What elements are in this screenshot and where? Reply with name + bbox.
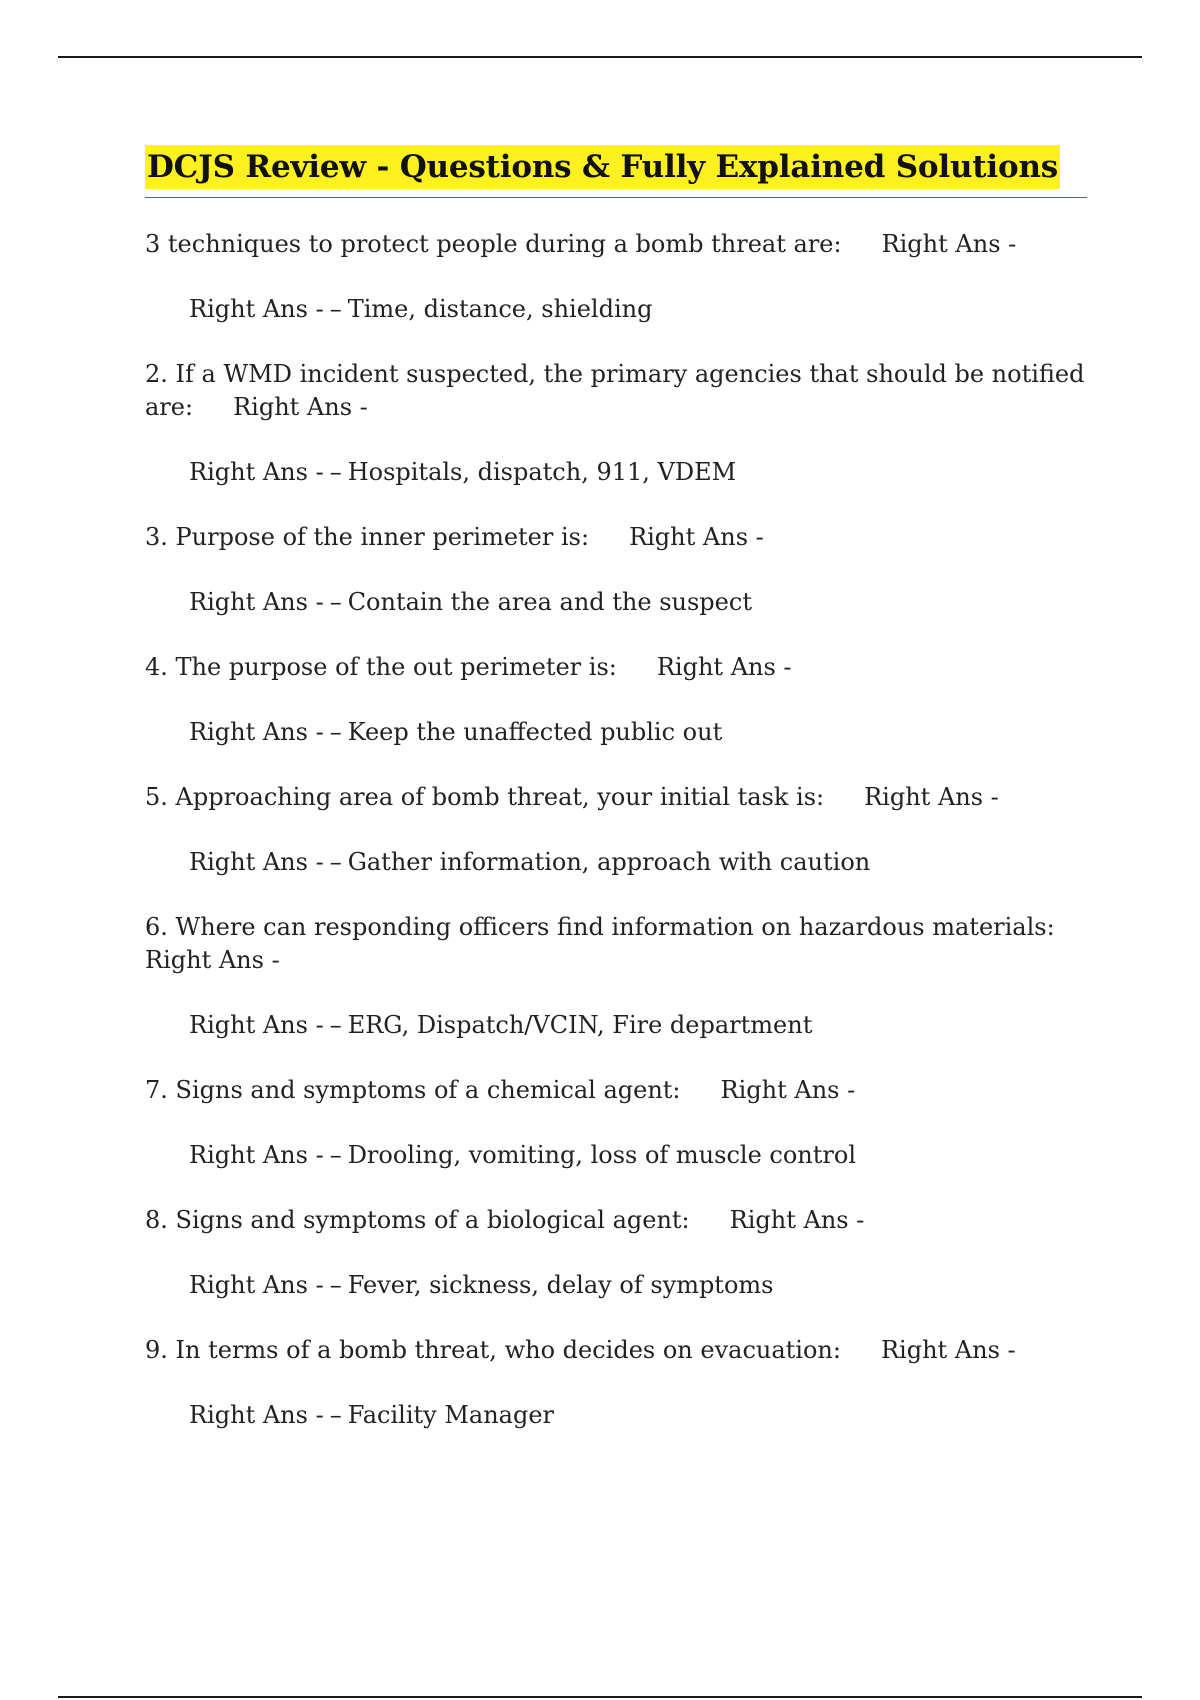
answer-text: Contain the area and the suspect [347, 588, 752, 616]
answer [189, 586, 1085, 619]
page-title: DCJS Review - Questions & Fully Explained Solutions [145, 145, 1060, 189]
qa-list [145, 228, 1093, 1464]
answer [189, 1139, 1085, 1172]
answer-text: ERG, Dispatch/VCIN, Fire department [347, 1011, 813, 1039]
question-text: 7. Signs and symptoms of a chemical agent: [145, 1076, 681, 1104]
qa-item [145, 521, 1085, 619]
page-top-rule [58, 56, 1142, 58]
answer [189, 456, 1085, 489]
answer-text: Drooling, vomiting, loss of muscle control [347, 1141, 856, 1169]
answer [189, 293, 1085, 326]
question-text: 3. Purpose of the inner perimeter is: [145, 523, 590, 551]
answer-tag: Right Ans - [233, 393, 368, 421]
qa-item [145, 1074, 1085, 1172]
question-text: 9. In terms of a bomb threat, who decides on evacuation: [145, 1336, 841, 1364]
answer-dash: – [329, 1011, 342, 1039]
answer-tag: Right Ans - [720, 1076, 856, 1104]
question-text: 4. The purpose of the out perimeter is: [145, 653, 617, 681]
answer-tag: Right Ans - [656, 653, 792, 681]
answer-tag: Right Ans - [880, 1336, 1016, 1364]
answer-prefix: Right Ans - [189, 588, 324, 616]
title-block [145, 145, 1087, 198]
question [145, 228, 1085, 261]
answer-dash: – [329, 458, 342, 486]
answer-prefix: Right Ans - [189, 295, 324, 323]
answer-prefix: Right Ans - [189, 1141, 324, 1169]
answer-text: Fever, sickness, delay of symptoms [347, 1271, 774, 1299]
question [145, 1204, 1085, 1237]
qa-item [145, 228, 1085, 326]
question-text: 6. Where can responding officers find information on hazardous materials: [145, 913, 1055, 941]
answer-prefix: Right Ans - [189, 1011, 324, 1039]
answer-text: Gather information, approach with caution [347, 848, 871, 876]
answer-text: Time, distance, shielding [347, 295, 653, 323]
qa-item [145, 358, 1093, 489]
answer-prefix: Right Ans - [189, 1401, 324, 1429]
page-bottom-rule [58, 1696, 1142, 1698]
answer-text: Hospitals, dispatch, 911, VDEM [347, 458, 737, 486]
qa-item [145, 1334, 1085, 1432]
answer-prefix: Right Ans - [189, 458, 324, 486]
question [145, 1074, 1085, 1107]
answer [189, 846, 1085, 879]
answer-dash: – [329, 1401, 342, 1429]
question [145, 521, 1085, 554]
question [145, 1334, 1085, 1367]
answer-prefix: Right Ans - [189, 718, 324, 746]
answer [189, 716, 1085, 749]
question [145, 911, 1085, 977]
question-text: 3 techniques to protect people during a bomb threat are: [145, 230, 842, 258]
question [145, 358, 1093, 424]
qa-item [145, 911, 1085, 1042]
question-text: 5. Approaching area of bomb threat, your initial task is: [145, 783, 825, 811]
answer-dash: – [329, 588, 342, 616]
answer-dash: – [329, 848, 342, 876]
answer-text: Keep the unaffected public out [347, 718, 723, 746]
qa-item [145, 781, 1085, 879]
question [145, 781, 1085, 814]
qa-item [145, 651, 1085, 749]
answer-dash: – [329, 1141, 342, 1169]
answer-prefix: Right Ans - [189, 848, 324, 876]
answer [189, 1009, 1085, 1042]
answer [189, 1269, 1085, 1302]
answer-tag: Right Ans - [729, 1206, 865, 1234]
answer-prefix: Right Ans - [189, 1271, 324, 1299]
qa-item [145, 1204, 1085, 1302]
answer-text: Facility Manager [347, 1401, 555, 1429]
question [145, 651, 1085, 684]
answer-dash: – [329, 295, 342, 323]
answer [189, 1399, 1085, 1432]
answer-tag: Right Ans - [629, 523, 764, 551]
question-text: 8. Signs and symptoms of a biological agent: [145, 1206, 690, 1234]
question-text: 2. If a WMD incident suspected, the primary agencies that should be notified are: [145, 360, 1093, 421]
answer-tag: Right Ans - [864, 783, 999, 811]
answer-tag: Right Ans - [145, 946, 280, 974]
answer-dash: – [329, 718, 342, 746]
answer-tag: Right Ans - [881, 230, 1017, 258]
answer-dash: – [329, 1271, 342, 1299]
